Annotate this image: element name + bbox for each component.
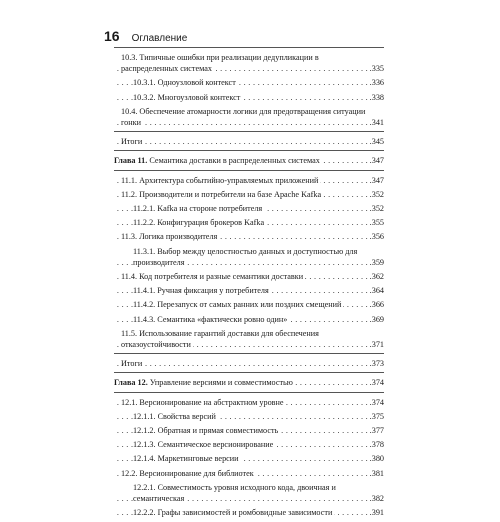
toc-entry-title <box>133 93 242 102</box>
entry-text: 11.3. Логика производителя <box>121 232 218 242</box>
toc-entry[interactable] <box>114 203 384 214</box>
page-ref: .352 <box>369 204 384 214</box>
toc-entry-title <box>133 412 218 421</box>
toc-chapter[interactable] <box>114 155 384 166</box>
toc-entry[interactable] <box>114 175 384 186</box>
page-ref: .374 <box>369 397 384 407</box>
table-of-contents <box>114 47 384 522</box>
entry-text: 11.4.1. Ручная фиксация у потребителя <box>133 286 269 296</box>
toc-entry[interactable] <box>114 397 384 408</box>
leader-dots <box>114 136 368 147</box>
page-ref: .347 <box>369 156 384 166</box>
toc-entry[interactable] <box>114 136 384 147</box>
toc-entry[interactable] <box>114 482 384 504</box>
chapter-label: Глава 11. <box>114 156 148 166</box>
toc-entry-title <box>133 218 266 227</box>
page-ref: .338 <box>369 92 384 102</box>
entry-text: Итоги <box>121 137 143 147</box>
entry-text: Семантика доставки в распределенных системах <box>149 156 320 166</box>
entry-text: 10.3.1. Одноузловой контекст <box>133 78 236 88</box>
toc-entry[interactable] <box>114 231 384 242</box>
toc-entry-title <box>121 359 144 368</box>
page-ref: .378 <box>369 440 384 450</box>
page-header <box>104 28 187 44</box>
entry-text: Управление версиями и совместимостью <box>149 378 293 388</box>
entry-text: 12.2. Версионирование для библиотек <box>121 468 254 478</box>
page-ref: .347 <box>369 175 384 185</box>
toc-entry-title <box>114 156 322 165</box>
toc-entry[interactable] <box>114 439 384 450</box>
page-ref: .362 <box>369 272 384 282</box>
page-ref: .355 <box>369 218 384 228</box>
toc-entry-title <box>121 232 219 241</box>
toc-entry-title <box>133 454 241 463</box>
entry-text: 11.2.1. Kafka на стороне потребителя <box>133 204 263 214</box>
toc-entry[interactable] <box>114 285 384 296</box>
toc-entry[interactable] <box>114 358 384 369</box>
page-ref: .375 <box>369 411 384 421</box>
page-ref: .380 <box>369 454 384 464</box>
toc-entry-title <box>133 440 275 449</box>
page-ref: .377 <box>369 426 384 436</box>
toc-chapter[interactable] <box>114 377 384 388</box>
toc-entry-title <box>133 286 271 295</box>
page-ref: .359 <box>369 257 384 267</box>
entry-text: 11.4. Код потребителя и разные семантики доставки <box>121 272 304 282</box>
toc-entry-title <box>133 300 343 309</box>
toc-entry[interactable] <box>114 271 384 282</box>
toc-entry-title <box>121 398 286 407</box>
entry-text: 10.3.2. Многоузловой контекст <box>133 92 241 102</box>
running-head: Оглавление <box>131 33 188 44</box>
page-ref: .366 <box>369 300 384 310</box>
toc-entry[interactable] <box>114 106 384 128</box>
entry-text: 10.4. Обеспечение атомарности логики для предотвращения ситуации гонки <box>121 106 366 128</box>
entry-text: 12.1.1. Свойства версий <box>133 411 216 421</box>
page-ref: .356 <box>369 232 384 242</box>
leader-dots <box>114 358 368 369</box>
chapter-label: Глава 12. <box>114 378 148 388</box>
entry-text: 11.2. Производители и потребители на базе Apache Kafka <box>121 189 322 199</box>
toc-entry[interactable] <box>114 52 384 74</box>
entry-text: 12.2.2. Графы зависимостей и ромбовидные зависимости <box>133 508 333 518</box>
page-ref: .336 <box>369 78 384 88</box>
toc-entry[interactable] <box>114 411 384 422</box>
toc-entry[interactable] <box>114 425 384 436</box>
entry-text: 11.1. Архитектура событийно-управляемых приложений <box>121 175 319 185</box>
entry-text: 11.4.2. Перезапуск от самых ранних или поздних смещений <box>133 300 342 310</box>
toc-entry[interactable] <box>114 92 384 103</box>
page-ref: .371 <box>369 340 384 350</box>
page-ref: .369 <box>369 314 384 324</box>
toc-entry[interactable] <box>114 453 384 464</box>
entry-text: 12.1.3. Семантическое версионирование <box>133 440 274 450</box>
page-ref: .335 <box>369 64 384 74</box>
toc-entry-title <box>133 426 280 435</box>
entry-text: 12.2.1. Совместимость уровня исходного кода, двоичная и семантическая <box>133 482 336 504</box>
toc-entry-title <box>114 378 295 387</box>
toc-entry[interactable] <box>114 189 384 200</box>
toc-entry-title <box>133 78 238 87</box>
toc-entry-title <box>121 272 305 281</box>
page-ref: .364 <box>369 286 384 296</box>
page-ref: .374 <box>369 378 384 388</box>
toc-entry[interactable] <box>114 299 384 310</box>
entry-text: 12.1.2. Обратная и прямая совместимость <box>133 426 279 436</box>
toc-entry-title <box>133 315 289 324</box>
entry-text: 12.1. Версионирование на абстрактном уровне <box>121 397 284 407</box>
toc-entry-title <box>133 508 334 517</box>
page-number: 16 <box>104 28 120 44</box>
toc-entry[interactable] <box>114 328 384 350</box>
page-ref: .373 <box>369 359 384 369</box>
toc-entry[interactable] <box>114 77 384 88</box>
entry-text: 11.3.1. Выбор между целостностью данных и доступностью для производителя <box>133 246 358 267</box>
toc-entry-title <box>121 190 323 199</box>
toc-entry[interactable] <box>114 468 384 479</box>
entry-text: 12.1.4. Маркетинговые версии <box>133 454 239 464</box>
entry-text: 11.5. Использование гарантий доставки для обеспечения отказоустойчивости <box>121 328 319 350</box>
entry-text: 11.2.2. Конфигурация брокеров Kafka <box>133 218 265 228</box>
page-ref: .352 <box>369 189 384 199</box>
entry-text: 10.3. Типичные ошибки при реализации дедупликации в распределенных системах <box>121 53 319 74</box>
toc-entry-title <box>121 137 144 146</box>
toc-entry-title <box>133 204 264 213</box>
entry-text: 11.4.3. Семантика «фактически ровно один» <box>133 314 288 324</box>
entry-text: Итоги <box>121 359 143 369</box>
page-ref: .381 <box>369 468 384 478</box>
leader-dots <box>114 117 368 128</box>
page-ref: .345 <box>369 137 384 147</box>
toc-entry[interactable] <box>114 246 384 268</box>
toc-entry[interactable] <box>114 217 384 228</box>
page-ref: .391 <box>369 508 384 518</box>
toc-entry[interactable] <box>114 314 384 325</box>
toc-entry-title <box>121 176 320 185</box>
page-ref: .341 <box>369 118 384 128</box>
toc-entry-title <box>121 469 256 478</box>
page-ref: .382 <box>369 494 384 504</box>
toc-entry[interactable] <box>114 507 384 518</box>
